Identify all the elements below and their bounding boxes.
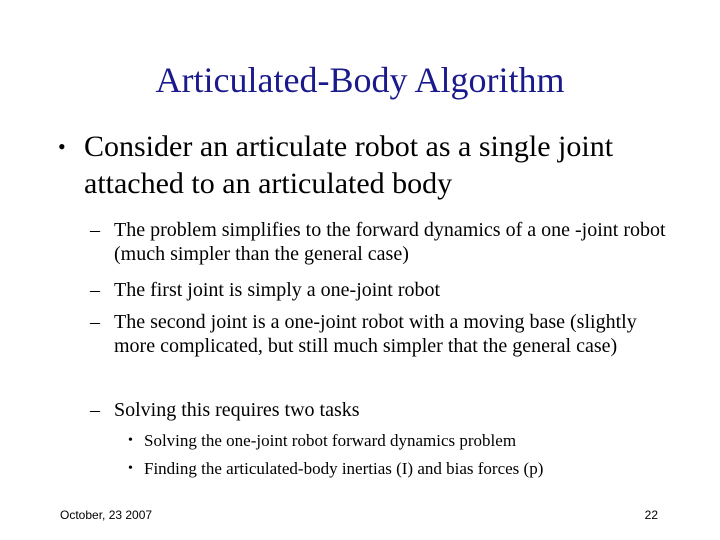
dash-mark: – bbox=[90, 311, 100, 333]
page-number: 22 bbox=[644, 508, 658, 522]
sub-bullet-text: Solving this requires two tasks bbox=[114, 399, 360, 421]
dash-mark: – bbox=[90, 219, 100, 241]
bullet-mark: • bbox=[128, 461, 133, 476]
sub-bullet-text: The first joint is simply a one-joint robot bbox=[114, 279, 441, 301]
slide-title: Articulated-Body Algorithm bbox=[155, 60, 565, 100]
sub-sub-bullet-text: Solving the one-joint robot forward dynamics problem bbox=[144, 431, 517, 450]
sub-bullet-text: The problem simplifies to the forward dynamics of a one -joint robot (much simpler than the general case) bbox=[114, 219, 666, 265]
sub-bullet-text: The second joint is a one-joint robot with a moving base (slightly more complicated, but still much simpler that the general case) bbox=[114, 311, 637, 357]
bullet-mark: • bbox=[128, 433, 133, 448]
dash-mark: – bbox=[90, 399, 100, 421]
sub-sub-bullet-text: Finding the articulated-body inertias (I) and bias forces (p) bbox=[144, 459, 544, 478]
main-bullet-text: Consider an articulate robot as a single joint attached to an articulated body bbox=[84, 130, 614, 200]
footer-date: October, 23 2007 bbox=[60, 508, 153, 522]
dash-mark: – bbox=[90, 279, 100, 301]
bullet-mark: • bbox=[58, 134, 66, 159]
